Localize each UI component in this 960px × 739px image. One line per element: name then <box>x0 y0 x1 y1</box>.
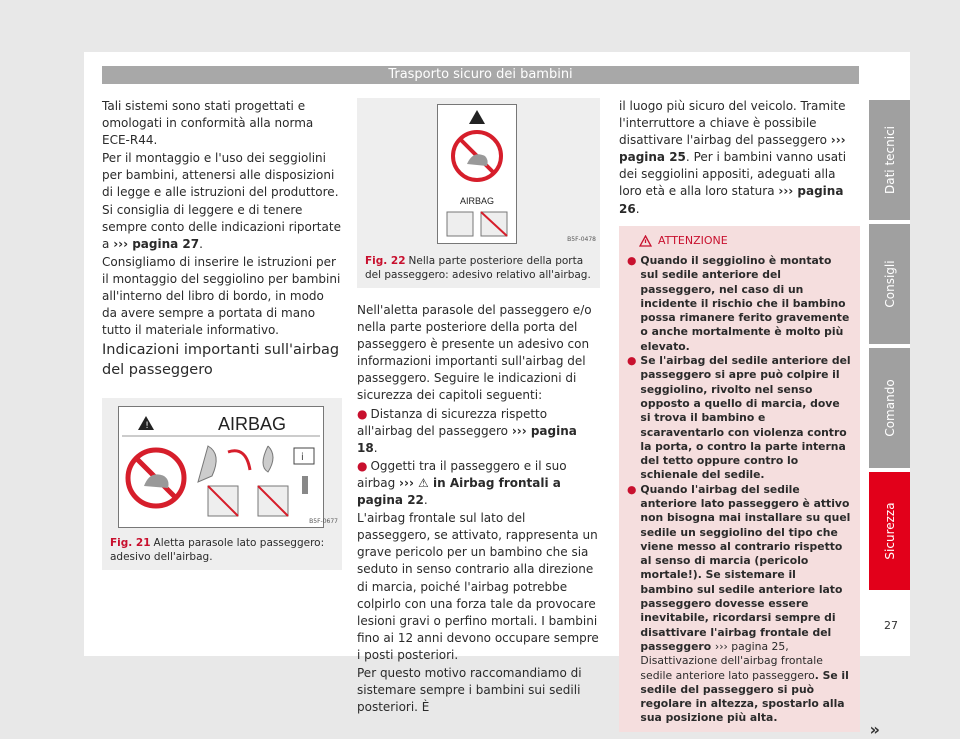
svg-text:i: i <box>301 452 304 464</box>
page-link[interactable]: ››› pagina 18 <box>357 423 577 455</box>
page-link[interactable]: ››› ⚠ in Airbag frontali a pagina 22 <box>357 475 561 508</box>
airbag-sticker-image <box>118 406 324 528</box>
paragraph: Per il montaggio e l'uso dei seggiolini per bambini, attenersi alle disposizioni di legge e alle istruzioni del produttore. Si consiglia di leggere e di tenere sempre conto delle indicazioni riportate a ››› pagina 27. <box>102 151 341 251</box>
svg-text:AIRBAG: AIRBAG <box>459 196 495 206</box>
page-header: Trasporto sicuro dei bambini <box>102 66 859 84</box>
figure-22 <box>357 98 600 288</box>
bullet-item: ● Distanza di sicurezza rispetto all'airbag del passeggero ››› pagina 18. <box>357 406 577 455</box>
paragraph: Tali sistemi sono stati progettati e omologati in conformità alla norma ECE-R44. <box>102 99 314 148</box>
figure-21-caption: Fig. 21 Aletta parasole lato passeggero: adesivo dell'airbag. <box>102 532 342 570</box>
svg-text:!: ! <box>145 421 149 432</box>
paragraph: il luogo più sicuro del veicolo. Tramite l'interruttore a chiave è possibile disattivare l'airbag del passeggero ››› pagina 25. Per i bambini vanno usati dei seggiolini appositi, adeguati alla loro età e alla loro statura ››› pagina 26. <box>619 99 847 216</box>
paragraph: L'airbag frontale sul lato del passeggero, se attivato, rappresenta un grave pericolo per un bambino che sia seduto in senso contrario alla direzione di marcia, poiché l'airbag potrebbe colpirlo con una forza tale da provocare lesioni gravi o perfino mortali. I bambini fino ai 12 anni devono occupare sempre i posti posteriori. <box>357 511 599 662</box>
column-right <box>619 98 880 739</box>
warning-bullet: ● Se l'airbag del sedile anteriore del passeggero si apre può colpire il seggiolino, rivolto nel senso opposto a quello di marcia, dove si trova il bambino e scaraventarlo con violenza contro la porta, o contro la parte interna del tetto oppure contro lo schienale del sedile. <box>627 354 851 482</box>
page-link[interactable]: ››› pagina 27 <box>113 236 200 251</box>
figure-code: B5F-0478 <box>567 235 596 243</box>
warning-triangle-icon <box>639 235 652 247</box>
tab-sicurezza[interactable]: Sicurezza <box>869 472 910 590</box>
warning-header: ATTENZIONE <box>639 234 852 248</box>
figure-22-caption: Fig. 22 Nella parte posteriore della porta del passeggero: adesivo relativo all'airbag. <box>357 250 600 288</box>
page-link[interactable]: ››› pagina 25, Disattivazione dell'airbag frontale sedile anteriore lato passeggero <box>640 639 823 682</box>
tab-comando[interactable]: Comando <box>869 348 910 468</box>
figure-22-image-area <box>357 98 600 250</box>
figure-21-image-area <box>102 398 342 532</box>
column-middle <box>357 98 600 717</box>
sticker-airbag-text: AIRBAG <box>218 414 287 435</box>
continue-marker: » <box>869 720 880 739</box>
warning-bullet: ● Quando l'airbag del sedile anteriore lato passeggero è attivo non bisogna mai installare su quel sedile un seggiolino del tipo che viene messo al contrario rispetto al senso di marcia (pericolo mortale!). Se sistemare il bambino sul sedile anteriore lato passeggero dovesse essere inevitabile, ricordarsi sempre di disattivare l'airbag frontale del passeggero ››› pagina 25, Disattivazione dell'airbag frontale sedile anteriore lato passeggero. Se il sedile del passeggero si può regolare in altezza, spostarlo alla sua posizione più alta. <box>627 482 851 725</box>
figure-21 <box>102 398 342 570</box>
paragraph: Consigliamo di inserire le istruzioni per il montaggio del seggiolino per bambini all'interno del libro di bordo, in modo da avere sempre a portata di mano tutto il materiale informativo. <box>102 254 341 338</box>
tab-consigli[interactable]: Consigli <box>869 224 910 344</box>
warning-bullet: ● Quando il seggiolino è montato sul sedile anteriore del passeggero, nel caso di un incidente il rischio che il bambino possa rimanere ferito gravemente o anche mortalmente è molto più elevato. <box>627 253 850 353</box>
page-link[interactable]: ››› pagina 26 <box>619 184 844 216</box>
tab-dati-tecnici[interactable]: Dati tecnici <box>869 100 910 220</box>
section-title: Indicazioni importanti sull'airbag del passeggero <box>102 342 340 379</box>
paragraph: Nell'aletta parasole del passeggero e/o nella parte posteriore della porta del passeggero è presente un adesivo con informazioni importanti sull'airbag del passeggero. Seguire le indicazioni di sicurezza dei capitoli seguenti: <box>357 303 592 403</box>
column-left <box>102 98 342 570</box>
door-airbag-sticker-image <box>437 104 517 244</box>
paragraph: Per questo motivo raccomandiamo di sistemare sempre i bambini sui sedili posteriori. È <box>357 665 582 715</box>
bullet-item: ● Oggetti tra il passeggero e il suo airbag ››› ⚠ in Airbag frontali a pagina 22. <box>357 458 567 508</box>
page-number: 27 <box>884 619 898 632</box>
page-link[interactable]: ››› pagina 25 <box>619 133 846 165</box>
figure-code: B5F-0677 <box>309 518 338 526</box>
warning-box <box>619 226 880 739</box>
